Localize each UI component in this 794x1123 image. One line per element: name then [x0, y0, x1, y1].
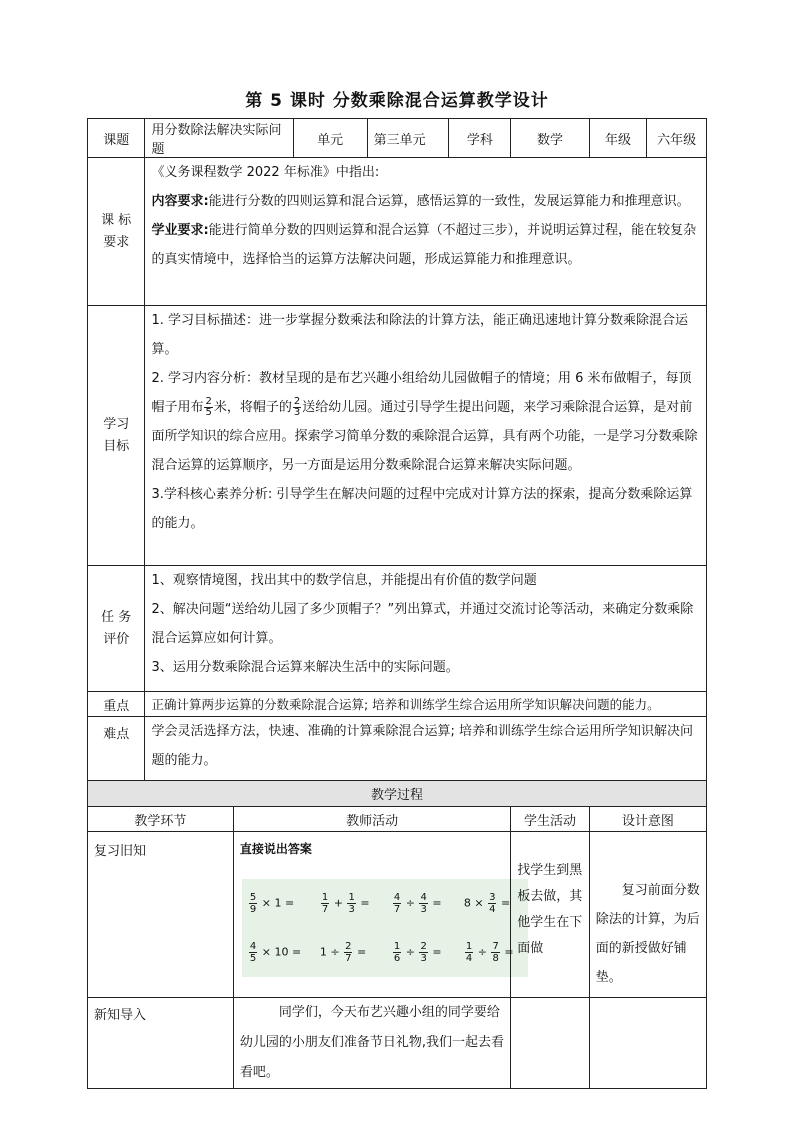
- fraction: $\frac{1}{4}$: [465, 941, 473, 964]
- fraction: $\frac{7}{8}$: [492, 941, 499, 964]
- difficulty-label: 难点: [88, 717, 145, 781]
- process-header-row: [88, 781, 707, 807]
- goals-label: 学习 目标: [88, 306, 145, 566]
- header-row: [88, 119, 707, 158]
- academic-req-text: 能进行简单分数的四则运算和混合运算（不超过三步），并说明运算过程，能在较复杂的真实情境中，选择恰当的运算方法解决问题，形成运算能力和推理意识。: [151, 223, 697, 267]
- key-label: 重点: [88, 692, 145, 717]
- process-columns-row: [88, 807, 707, 832]
- difficulty-text: 学会灵活选择方法，快速、准确的计算乘除混合运算; 培养和训练学生综合运用所学知识解决问题的能力。: [151, 724, 693, 768]
- col-intent: 设计意图: [589, 807, 706, 832]
- standards-row: [88, 158, 707, 306]
- fraction: $\frac{4}{7}$: [393, 892, 401, 915]
- process-header: 教学过程: [88, 781, 707, 807]
- page-title: 第 5 课时 分数乘除混合运算教学设计: [245, 91, 549, 111]
- fraction: $\frac{1}{6}$: [393, 941, 401, 964]
- review-heading: 直接说出答案: [239, 842, 312, 856]
- grade-value: 六年级: [647, 119, 707, 158]
- exercise-item: 8 × $\frac{3}{4}$ =: [463, 892, 511, 915]
- design-intent: 复习前面分数除法的计算，为后面的新授做好铺垫。: [595, 883, 700, 985]
- goal-3: 3.学科核心素养分析: 引导学生在解决问题的过程中完成对计算方法的探索，提高分数乘除运算的能力。: [151, 487, 693, 531]
- exercise-item: $\frac{1}{6}$ ÷ $\frac{2}{3}$ =: [393, 941, 442, 964]
- review-stage: 复习旧知: [88, 832, 234, 998]
- key-row: [88, 692, 707, 717]
- col-student: 学生活动: [511, 807, 589, 832]
- fraction: $\frac{2}{3}$: [293, 396, 301, 418]
- col-stage: 教学环节: [88, 807, 234, 832]
- grade-label: 年级: [589, 119, 646, 158]
- subject-value: 数学: [511, 119, 589, 158]
- exercise-item: $\frac{1}{7}$ + $\frac{1}{3}$ =: [321, 892, 370, 915]
- task-1: 1、观察情境图，找出其中的数学信息，并能提出有价值的数学问题: [151, 573, 537, 588]
- lesson-plan-table: [87, 118, 707, 1089]
- standards-line: 《义务课程数学 2022 年标准》中指出:: [151, 165, 380, 180]
- standards-label: 课 标 要求: [88, 158, 145, 306]
- intro-text: 同学们，今天布艺兴趣小组的同学要给幼儿园的小朋友们准备节日礼物,我们一起去看看吧。: [239, 1005, 505, 1080]
- task-3: 3、运用分数乘除混合运算来解决生活中的实际问题。: [151, 660, 459, 675]
- key-text: 正确计算两步运算的分数乘除混合运算; 培养和训练学生综合运用所学知识解决问题的能力。: [145, 692, 707, 717]
- goals-row: [88, 306, 707, 566]
- fraction: $\frac{4}{5}$: [249, 941, 257, 964]
- task-2: 2、解决问题“送给幼儿园了多少顶帽子？”列出算式，并通过交流讨论等活动，来确定分数乘除混合运算应如何计算。: [151, 602, 694, 646]
- fraction: $\frac{4}{3}$: [420, 892, 427, 915]
- goal-2: 2. 学习内容分析：教材呈现的是布艺兴趣小组给幼儿园做帽子的情境；用 6 米布做帽子，每顶帽子用布 $\frac{2}{5}$ 米，将帽子的 $\frac{2}{3}$ 送给幼儿园。通过引导学生提出问题，来学习乘除混合运算，是对前面所学知识的综合应用。探索学习简单分数的乘除混合运算，具有两个功能，一是学习分数乘除混合运算的运算顺序，另一方面是运用分数乘除混合运算来解决实际问题。: [151, 371, 698, 473]
- tasks-label: 任 务 评价: [88, 566, 145, 692]
- fraction: $\frac{1}{3}$: [348, 892, 355, 915]
- exercise-item: $\frac{1}{4}$ ÷ $\frac{7}{8}$ =: [465, 941, 514, 964]
- tasks-row: [88, 566, 707, 692]
- fraction: $\frac{3}{4}$: [489, 892, 496, 915]
- fraction: $\frac{2}{3}$: [420, 941, 427, 964]
- review-row: [88, 832, 707, 998]
- intro-row: [88, 998, 707, 1089]
- exercise-item: 1 ÷ $\frac{2}{7}$ =: [319, 941, 367, 964]
- student-activity: 找学生到黑板去做，其他学生在下面做: [517, 863, 583, 956]
- topic-label: 课题: [88, 119, 145, 158]
- difficulty-row: [88, 717, 707, 781]
- exercise-item: $\frac{4}{5}$ × 10 =: [249, 941, 302, 964]
- fraction: $\frac{5}{9}$: [249, 892, 257, 915]
- fraction: $\frac{2}{5}$: [205, 396, 212, 418]
- col-teacher: 教师活动: [233, 807, 510, 832]
- exercise-item: $\frac{5}{9}$ × 1 =: [249, 892, 295, 915]
- unit-label: 单元: [293, 119, 367, 158]
- topic-value: 用分数除法解决实际问题: [145, 119, 293, 158]
- goal-1: 1. 学习目标描述：进一步掌握分数乘法和除法的计算方法，能正确迅速地计算分数乘除混合运算。: [151, 313, 689, 357]
- fraction: $\frac{1}{7}$: [321, 892, 329, 915]
- intro-stage: 新知导入: [88, 998, 234, 1089]
- exercise-card: [242, 879, 528, 977]
- fraction: $\frac{2}{7}$: [345, 941, 352, 964]
- unit-value: 第三单元: [367, 119, 449, 158]
- subject-label: 学科: [449, 119, 511, 158]
- academic-req-label: 学业要求:: [151, 223, 209, 238]
- content-req-text: 能进行分数的四则运算和混合运算，感悟运算的一致性，发展运算能力和推理意识。: [208, 194, 690, 209]
- exercise-item: $\frac{4}{7}$ ÷ $\frac{4}{3}$ =: [393, 892, 442, 915]
- content-req-label: 内容要求:: [151, 194, 209, 209]
